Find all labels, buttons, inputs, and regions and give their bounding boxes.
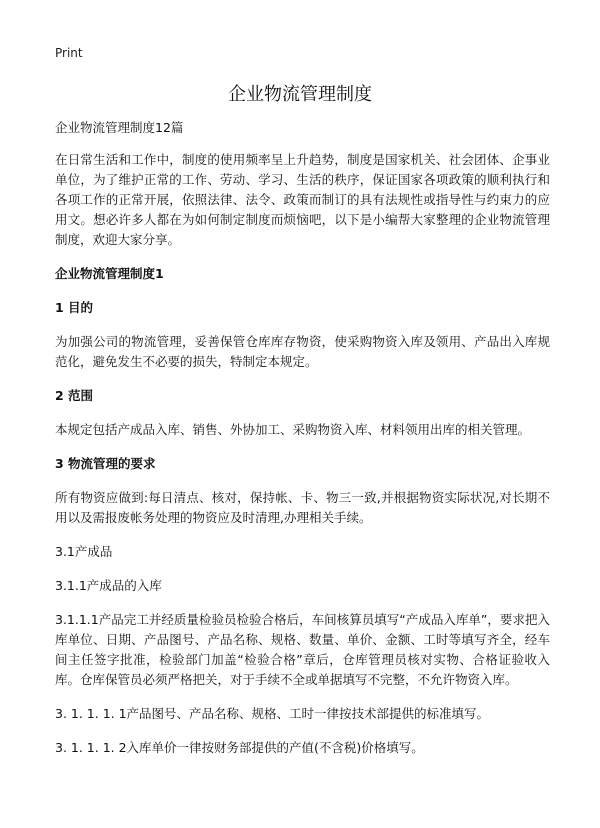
subsection-3-1: 3.1产成品 [55,544,113,559]
clause-3-1-1-1-2: 3. 1. 1. 1. 2入库单价一律按财务部提供的产值(不含税)价格填写。 [55,740,424,755]
clause-3-1-1-1: 3.1.1.1产品完工并经质量检验员检验合格后，车间核算员填写“产成品入库单”，要求把入库单位、日期、产品图号、产品名称、规格、数量、单价、金额、工时等填写齐全，经车间主任签字批准，检验部门加盖“检验合格”章后，仓库管理员核对实物、合格证验收入库。仓库保管员必须严格把关，对于手续不全或单据填写不完整，不允许物资入库。 [55,612,550,687]
document-subtitle: 企业物流管理制度12篇 [55,120,184,135]
clause-3-1-1-1-1: 3. 1. 1. 1. 1产品图号、产品名称、规格、工时一律按技术部提供的标准填写。 [55,706,490,721]
requirements-paragraph: 所有物资应做到:每日清点、核对，保持帐、卡、物三一致,并根据物资实际状况,对长期不用以及需报废帐务处理的物资应及时清理,办理相关手续。 [55,490,550,525]
print-label: Print [55,46,83,60]
scope-heading: 2 范围 [55,388,94,403]
scope-paragraph: 本规定包括产成品入库、销售、外协加工、采购物资入库、材料领用出库的相关管理。 [55,422,531,437]
purpose-paragraph: 为加强公司的物流管理，妥善保管仓库库存物资，使采购物资入库及领用、产品出入库规范化，避免发生不必要的损失，特制定本规定。 [55,334,550,369]
requirements-heading: 3 物流管理的要求 [55,456,156,471]
section-heading: 企业物流管理制度1 [55,266,164,281]
intro-paragraph: 在日常生活和工作中，制度的使用频率呈上升趋势，制度是国家机关、社会团体、企事业单位，为了维护正常的工作、劳动、学习、生活的秩序，保证国家各项政策的顺利执行和各项工作的正常开展，依照法律、法令、政策而制订的具有法规性或指导性与约束力的应用文。想必许多人都在为如何制定制度而烦恼吧，以下是小编帮大家整理的企业物流管理制度，欢迎大家分享。 [55,152,550,247]
purpose-heading: 1 目的 [55,300,94,315]
subsection-3-1-1: 3.1.1产成品的入库 [55,578,162,593]
page-title: 企业物流管理制度 [228,84,372,105]
document-body [55,118,550,772]
